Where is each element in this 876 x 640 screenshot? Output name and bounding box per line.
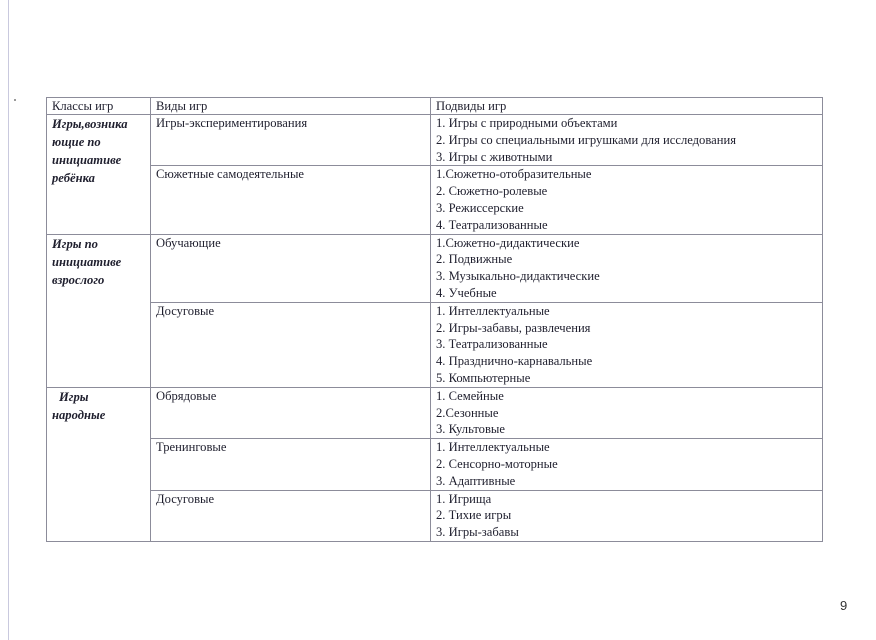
subtype-line: 3. Театрализованные <box>436 337 548 352</box>
class-line: Игры <box>59 389 89 404</box>
table-row <box>47 490 823 541</box>
table-row <box>47 166 823 234</box>
table-row <box>47 234 823 302</box>
subtype-line: 2. Сенсорно-моторные <box>436 456 558 471</box>
subtype-line: 3. Адаптивные <box>436 473 516 488</box>
page-number: 9 <box>840 598 848 613</box>
subtype-line: 4. Празднично-карнавальные <box>436 354 593 369</box>
subtype-line: 3. Режиссерские <box>436 200 524 215</box>
subtypes-cell <box>431 387 823 438</box>
class-line: Игры,возника <box>52 117 128 131</box>
subtype-line: 2.Сезонные <box>436 405 499 420</box>
subtype-line: 4. Учебные <box>436 285 497 300</box>
subtype-line: 3. Игры с животными <box>436 149 553 164</box>
subtype-line: 2. Тихие игры <box>436 508 512 523</box>
subtype-line: 1. Игрища <box>436 491 492 506</box>
subtype-line: 1.Сюжетно-дидактические <box>436 235 580 250</box>
class-line: Игры по <box>52 236 98 251</box>
game-classification-table <box>46 97 823 542</box>
subtypes-cell <box>431 115 823 166</box>
subtypes-cell <box>431 490 823 541</box>
subtype-line: 1. Интеллектуальные <box>436 440 550 455</box>
subtype-line: 2. Игры со специальными игрушками для исследования <box>436 132 736 147</box>
subtype-line: 2. Сюжетно-ролевые <box>436 184 548 199</box>
table-row <box>47 302 823 387</box>
subtype-line: 2. Подвижные <box>436 252 513 267</box>
header-kinds: Виды игр <box>151 98 431 115</box>
scan-speck <box>14 99 16 101</box>
subtype-line: 3. Культовые <box>436 422 505 437</box>
class-line: ющие по <box>52 135 101 149</box>
header-subtypes: Подвиды игр <box>431 98 823 115</box>
class-cell <box>47 387 151 541</box>
kind-cell: Тренинговые <box>151 439 431 490</box>
class-line: ребёнка <box>52 171 95 185</box>
table-row <box>47 115 823 166</box>
table-row <box>47 387 823 438</box>
table-row <box>47 439 823 490</box>
subtype-line: 1. Игры с природными объектами <box>436 116 618 130</box>
subtype-line: 1.Сюжетно-отобразительные <box>436 167 592 182</box>
subtype-line: 1. Интеллектуальные <box>436 303 550 318</box>
class-line: взрослого <box>52 272 105 287</box>
subtype-line: 3. Игры-забавы <box>436 525 519 540</box>
subtypes-cell <box>431 302 823 387</box>
class-line: народные <box>52 407 106 422</box>
class-cell <box>47 234 151 387</box>
kind-cell: Обучающие <box>151 234 431 302</box>
kind-cell: Обрядовые <box>151 387 431 438</box>
subtype-line: 1. Семейные <box>436 388 504 403</box>
subtype-line: 3. Музыкально-дидактические <box>436 269 600 284</box>
subtypes-cell <box>431 166 823 234</box>
subtypes-cell <box>431 439 823 490</box>
table-header-row <box>47 98 823 115</box>
kind-cell: Досуговые <box>151 490 431 541</box>
kind-cell: Досуговые <box>151 302 431 387</box>
subtype-line: 2. Игры-забавы, развлечения <box>436 320 591 335</box>
class-line: инициативе <box>52 153 122 167</box>
header-classes: Классы игр <box>47 98 151 115</box>
subtype-line: 5. Компьютерные <box>436 370 531 385</box>
kind-cell: Игры-экспериментирования <box>151 115 431 166</box>
subtypes-cell <box>431 234 823 302</box>
class-line: инициативе <box>52 254 122 269</box>
page-margin-line <box>8 0 9 640</box>
kind-cell: Сюжетные самодеятельные <box>151 166 431 234</box>
class-cell <box>47 115 151 235</box>
subtype-line: 4. Театрализованные <box>436 217 548 232</box>
